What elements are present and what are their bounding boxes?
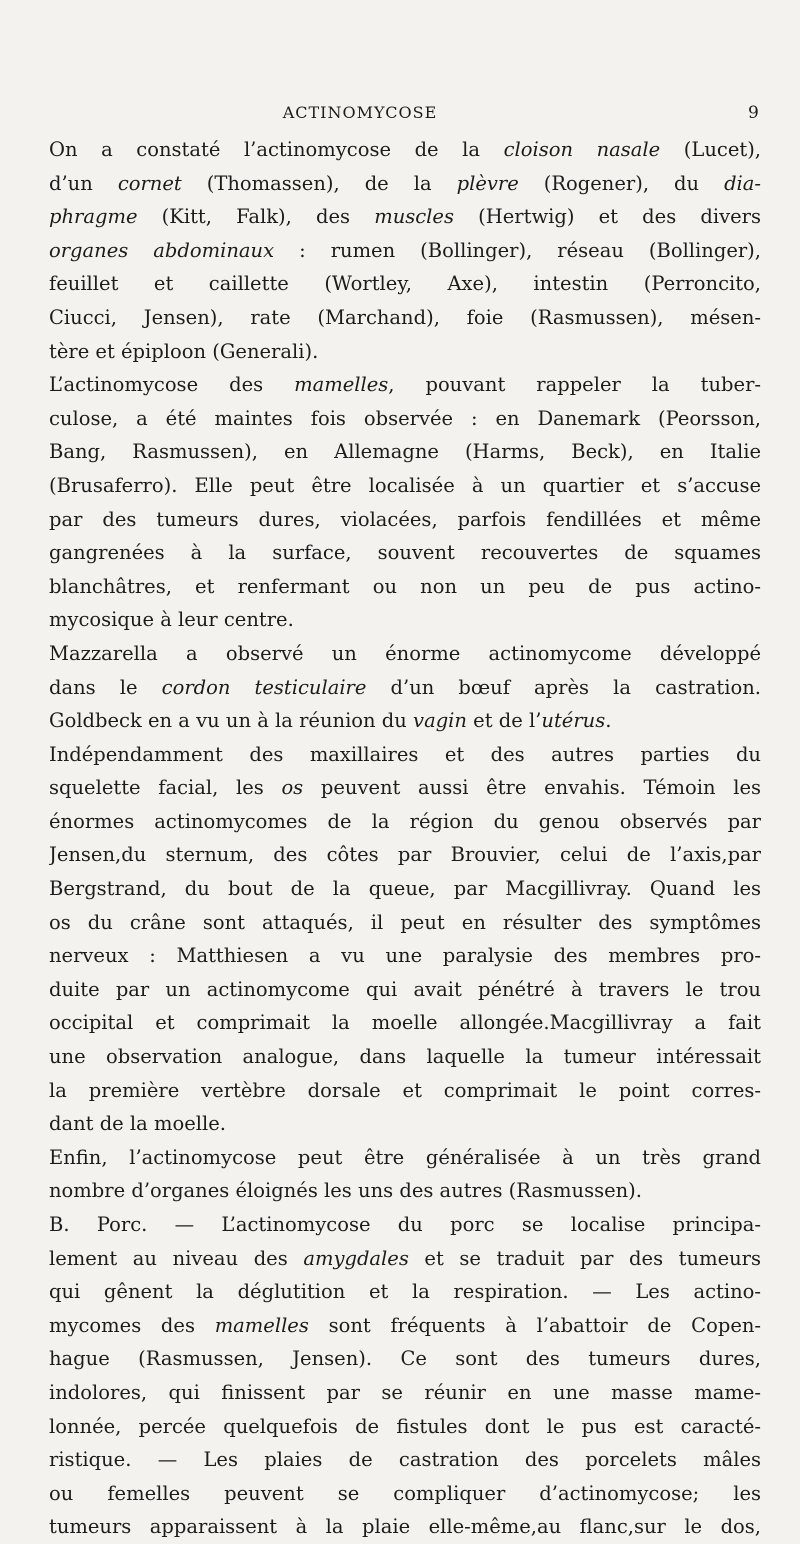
emphasis-text: plèvre xyxy=(456,171,519,195)
line-text: blanchâtres, et renfermant ou non un peu de pus actino- xyxy=(49,574,761,598)
line-text: d’un xyxy=(49,171,118,195)
text-line xyxy=(49,133,761,167)
line-text: dans le xyxy=(49,675,162,699)
line-text: une observation analogue, dans laquelle la tumeur intéressait xyxy=(49,1045,761,1069)
page-header xyxy=(0,97,800,129)
text-line xyxy=(49,1174,761,1208)
text-line xyxy=(49,1040,761,1074)
emphasis-text: vagin xyxy=(413,709,467,733)
line-text: Ciucci, Jensen), rate (Marchand), foie (Rasmussen), mésen- xyxy=(49,305,761,329)
text-line xyxy=(49,570,761,604)
emphasis-text: organes abdominaux xyxy=(49,238,275,262)
emphasis-text: utérus xyxy=(541,709,606,733)
text-line xyxy=(49,1443,761,1477)
emphasis-text: mamelles xyxy=(214,1313,309,1337)
text-line xyxy=(49,1141,761,1175)
emphasis-text: amygdales xyxy=(303,1246,409,1270)
line-text: énormes actinomycomes de la région du genou observés par xyxy=(49,809,761,833)
emphasis-text: mamelles xyxy=(294,373,389,397)
line-text: (Kitt, Falk), des xyxy=(137,205,375,229)
emphasis-text: cornet xyxy=(117,171,182,195)
text-line xyxy=(49,536,761,570)
text-line xyxy=(49,1208,761,1242)
line-text: Indépendamment des maxillaires et des autres parties du xyxy=(49,742,761,766)
line-text: , pouvant rappeler la tuber- xyxy=(388,373,761,397)
text-line xyxy=(49,1074,761,1108)
emphasis-text: muscles xyxy=(374,205,454,229)
line-text: squelette facial, les xyxy=(49,776,282,800)
line-text: qui gênent la déglutition et la respiration. — Les actino- xyxy=(49,1280,761,1304)
line-text: feuillet et caillette (Wortley, Axe), intestin (Perroncito, xyxy=(49,272,761,296)
line-text: (Thomassen), de la xyxy=(181,171,457,195)
text-line xyxy=(49,1410,761,1444)
line-text: ristique. — Les plaies de castration des porcelets mâles xyxy=(49,1448,761,1472)
line-text: os du crâne sont attaqués, il peut en résulter des symptômes xyxy=(49,910,761,934)
text-line xyxy=(49,771,761,805)
text-line xyxy=(49,368,761,402)
line-text: (Brusaferro). Elle peut être localisée à un quartier et s’accuse xyxy=(49,473,761,497)
line-text: indolores, qui finissent par se réunir en une masse mame- xyxy=(49,1380,761,1404)
line-text: mycosique à leur centre. xyxy=(49,608,294,632)
line-text: mycomes des xyxy=(49,1313,215,1337)
line-text: d’un bœuf après la castration. xyxy=(366,675,761,699)
line-text: duite par un actinomycome qui avait pénétré à travers le trou xyxy=(49,977,761,1001)
line-text: hague (Rasmussen, Jensen). Ce sont des tumeurs dures, xyxy=(49,1347,761,1371)
line-text: (Lucet), xyxy=(660,138,761,161)
emphasis-text: cordon testiculaire xyxy=(161,675,367,699)
line-text: dant de la moelle. xyxy=(49,1112,226,1136)
line-text: tère et épiploon (Generali). xyxy=(49,339,319,363)
text-line xyxy=(49,469,761,503)
line-text: la première vertèbre dorsale et comprimait le point corres- xyxy=(49,1078,761,1102)
text-line xyxy=(49,267,761,301)
text-line xyxy=(49,1477,761,1511)
running-title: ACTINOMYCOSE xyxy=(282,103,438,122)
line-text: (Hertwig) et des divers xyxy=(453,205,761,229)
line-text: peuvent aussi être envahis. Témoin les xyxy=(303,776,761,800)
line-text: Jensen,du sternum, des côtes par Brouvier, celui de l’axis,par xyxy=(49,843,761,867)
text-line xyxy=(49,1309,761,1343)
text-line xyxy=(49,1275,761,1309)
text-line xyxy=(49,503,761,537)
line-text: nombre d’organes éloignés les uns des autres (Rasmussen). xyxy=(49,1179,642,1203)
text-line xyxy=(49,704,761,738)
text-line xyxy=(49,167,761,201)
text-line xyxy=(49,738,761,772)
line-text: nerveux : Matthiesen a vu une paralysie des membres pro- xyxy=(49,944,761,968)
emphasis-text: phragme xyxy=(49,205,138,229)
emphasis-text: dia- xyxy=(724,171,761,195)
text-line xyxy=(49,200,761,234)
text-line xyxy=(49,1342,761,1376)
line-text: . xyxy=(605,709,612,733)
line-text: et se traduit par des tumeurs xyxy=(408,1246,761,1270)
line-text: par des tumeurs dures, violacées, parfois fendillées et même xyxy=(49,507,761,531)
line-text: culose, a été maintes fois observée : en Danemark (Peorsson, xyxy=(49,406,761,430)
text-line xyxy=(49,838,761,872)
text-line xyxy=(49,335,761,369)
line-text: Mazzarella a observé un énorme actinomycome développé xyxy=(49,641,761,665)
line-text: Goldbeck en a vu un à la réunion du xyxy=(49,709,414,733)
line-text: lement au niveau des xyxy=(49,1246,304,1270)
text-line xyxy=(49,301,761,335)
text-line xyxy=(49,637,761,671)
text-line xyxy=(49,872,761,906)
text-line xyxy=(49,1006,761,1040)
line-text: sont fréquents à l’abattoir de Copen- xyxy=(308,1313,761,1337)
text-line xyxy=(49,402,761,436)
line-text: B. Porc. — L’actinomycose du porc se localise principa- xyxy=(49,1213,761,1236)
line-text: et de l’ xyxy=(466,709,542,733)
text-line xyxy=(49,805,761,839)
line-text: gangrenées à la surface, souvent recouvertes de squames xyxy=(49,541,761,565)
line-text: ou femelles peuvent se compliquer d’actinomycose; les xyxy=(49,1481,761,1505)
text-line xyxy=(49,603,761,637)
page-number: 9 xyxy=(748,103,759,123)
line-text: Bang, Rasmussen), en Allemagne (Harms, Beck), en Italie xyxy=(49,440,761,464)
line-text: occipital et comprimait la moelle allongée.Macgillivray a fait xyxy=(49,1011,761,1035)
text-line xyxy=(49,1376,761,1410)
line-text: Enfin, l’actinomycose peut être généralisée à un très grand xyxy=(49,1145,761,1169)
text-line xyxy=(49,939,761,973)
emphasis-text: cloison nasale xyxy=(503,138,661,161)
text-line xyxy=(49,973,761,1007)
line-text: L’actinomycose des xyxy=(49,373,295,397)
text-line xyxy=(49,1242,761,1276)
text-line xyxy=(49,234,761,268)
text-line xyxy=(49,906,761,940)
emphasis-text: os xyxy=(281,776,304,800)
body-text xyxy=(49,133,761,1544)
text-line xyxy=(49,435,761,469)
text-line xyxy=(49,1510,761,1544)
line-text: tumeurs apparaissent à la plaie elle-même,au flanc,sur le dos, xyxy=(49,1515,761,1539)
line-text: : rumen (Bollinger), réseau (Bollinger), xyxy=(274,238,761,262)
line-text: lonnée, percée quelquefois de fistules dont le pus est caracté- xyxy=(49,1414,761,1438)
text-line xyxy=(49,1107,761,1141)
text-line xyxy=(49,671,761,705)
line-text: (Rogener), du xyxy=(518,171,725,195)
line-text: Bergstrand, du bout de la queue, par Macgillivray. Quand les xyxy=(49,877,761,901)
line-text: On a constaté l’actinomycose de la xyxy=(49,138,504,161)
